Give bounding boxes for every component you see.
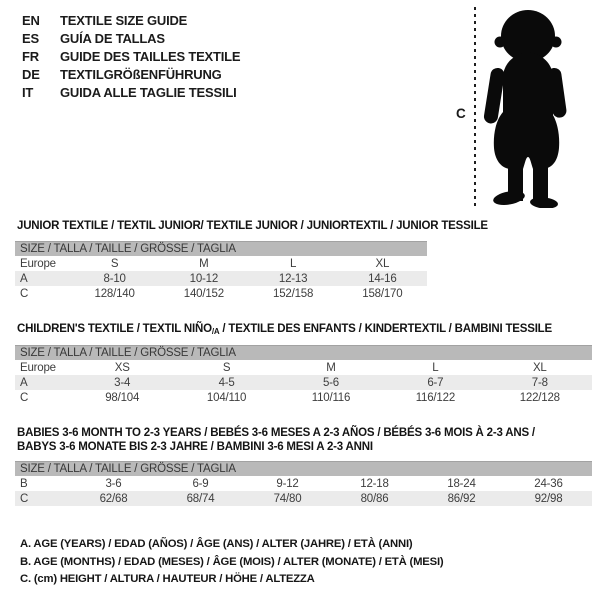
size-cell: XL [375, 257, 390, 270]
baby-silhouette-icon [481, 8, 571, 208]
months-cell: 9-12 [276, 477, 299, 490]
size-cell: L [432, 361, 439, 374]
age-cell: 12-13 [249, 271, 338, 286]
children-title-post: / TEXTILE DES ENFANTS / KINDERTEXTIL / BAMBINI TESSILE [219, 323, 552, 335]
height-cell: 62/68 [70, 491, 157, 506]
height-cell: 92/98 [505, 491, 592, 506]
babies-title-line2: BABYS 3-6 MONATE BIS 2-3 JAHRE / BAMBINI 3-6 MESI A 2-3 ANNI [17, 441, 373, 453]
language-row-de [22, 66, 240, 84]
height-cell: 140/152 [183, 287, 224, 300]
height-cell: 86/92 [418, 491, 505, 506]
months-cell: 18-24 [447, 477, 476, 490]
language-row-it [22, 84, 240, 102]
language-code: IT [22, 85, 34, 100]
height-c-label: C [456, 106, 466, 121]
row-label: C [20, 391, 29, 404]
size-header-cell: SIZE / TALLA / TAILLE / GRÖSSE / TAGLIA [15, 346, 592, 361]
size-cell: XL [532, 361, 547, 374]
row-label: Europe [20, 257, 56, 270]
table-row-europe [15, 256, 427, 271]
babies-size-table [15, 461, 592, 506]
language-code: DE [22, 67, 40, 82]
legend [20, 536, 443, 589]
table-row-height [15, 491, 592, 506]
size-cell: S [222, 361, 231, 374]
language-code: ES [22, 31, 39, 46]
children-title-pre: CHILDREN'S TEXTILE / TEXTIL NIÑO [17, 323, 212, 335]
age-cell: 6-7 [383, 375, 487, 390]
height-cell: 158/170 [362, 287, 403, 300]
height-cell: 104/110 [206, 391, 247, 404]
age-cell: 3-4 [70, 375, 174, 390]
months-cell: 24-36 [534, 477, 563, 490]
height-cell: 116/122 [415, 391, 456, 404]
language-row-fr [22, 48, 240, 66]
legend-line-b: B. AGE (MONTHS) / EDAD (MESES) / ÂGE (MOIS) / ALTER (MONATE) / ETÀ (MESI) [20, 555, 444, 568]
language-label: TEXTILE SIZE GUIDE [60, 13, 188, 28]
age-cell: 10-12 [159, 271, 248, 286]
size-header-cell: SIZE / TALLA / TAILLE / GRÖSSE / TAGLIA [15, 242, 427, 257]
table-header-row [15, 346, 592, 361]
children-title-sub: /A [211, 327, 220, 336]
age-cell: 4-5 [174, 375, 278, 390]
age-cell: 14-16 [338, 271, 427, 286]
language-label: GUIDA ALLE TAGLIE TESSILI [60, 85, 237, 100]
height-cell: 152/158 [273, 287, 314, 300]
row-label: Europe [20, 361, 56, 374]
babies-title-line1: BABIES 3-6 MONTH TO 2-3 YEARS / BEBÉS 3-6 MESES A 2-3 AÑOS / BÉBÉS 3-6 MOIS À 2-3 ANS / [17, 427, 535, 439]
language-label: GUIDE DES TAILLES TEXTILE [60, 49, 241, 64]
table-row-months [15, 476, 592, 491]
children-size-table [15, 345, 592, 405]
height-cell: 98/104 [105, 391, 140, 404]
table-header-row [15, 462, 592, 477]
height-cell: 128/140 [94, 287, 135, 300]
language-code: EN [22, 13, 40, 28]
height-cell: 110/116 [311, 391, 351, 404]
height-cell: 68/74 [157, 491, 244, 506]
language-row-es [22, 30, 240, 48]
size-cell: M [326, 361, 336, 374]
language-label: GUÍA DE TALLAS [60, 31, 165, 46]
row-label: C [15, 491, 70, 506]
babies-table-title [17, 426, 535, 454]
size-cell: L [290, 257, 297, 270]
height-measure-dashed-line [474, 7, 476, 210]
table-header-row [15, 242, 427, 257]
language-label: TEXTILGRÖßENFÜHRUNG [60, 67, 222, 82]
size-header-cell: SIZE / TALLA / TAILLE / GRÖSSE / TAGLIA [15, 462, 592, 477]
months-cell: 3-6 [105, 477, 122, 490]
table-row-age [15, 271, 427, 286]
legend-line-a: A. AGE (YEARS) / EDAD (AÑOS) / ÂGE (ANS) / ALTER (JAHRE) / ETÀ (ANNI) [20, 538, 413, 550]
age-cell: 8-10 [70, 271, 159, 286]
row-label: A [15, 375, 70, 390]
baby-figure [450, 0, 600, 215]
table-row-height [15, 390, 592, 405]
row-label: A [15, 271, 70, 286]
months-cell: 12-18 [360, 477, 389, 490]
months-cell: 6-9 [192, 477, 209, 490]
height-cell: 122/128 [519, 391, 560, 404]
size-cell: M [199, 257, 209, 270]
table-row-height [15, 286, 427, 301]
language-code: FR [22, 49, 39, 64]
row-label: B [20, 477, 28, 490]
row-label: C [20, 287, 29, 300]
table-row-europe [15, 360, 592, 375]
language-list [22, 12, 240, 102]
legend-line-c: C. (cm) HEIGHT / ALTURA / HAUTEUR / HÖHE / ALTEZZA [20, 573, 315, 585]
height-cell: 80/86 [331, 491, 418, 506]
language-row-en [22, 12, 240, 30]
age-cell: 5-6 [279, 375, 383, 390]
junior-size-table [15, 241, 427, 301]
size-cell: S [110, 257, 119, 270]
age-cell: 7-8 [488, 375, 592, 390]
size-cell: XS [114, 361, 130, 374]
junior-table-title: JUNIOR TEXTILE / TEXTIL JUNIOR/ TEXTILE JUNIOR / JUNIORTEXTIL / JUNIOR TESSILE [17, 220, 488, 232]
children-table-title [17, 322, 552, 337]
height-cell: 74/80 [244, 491, 331, 506]
table-row-age [15, 375, 592, 390]
